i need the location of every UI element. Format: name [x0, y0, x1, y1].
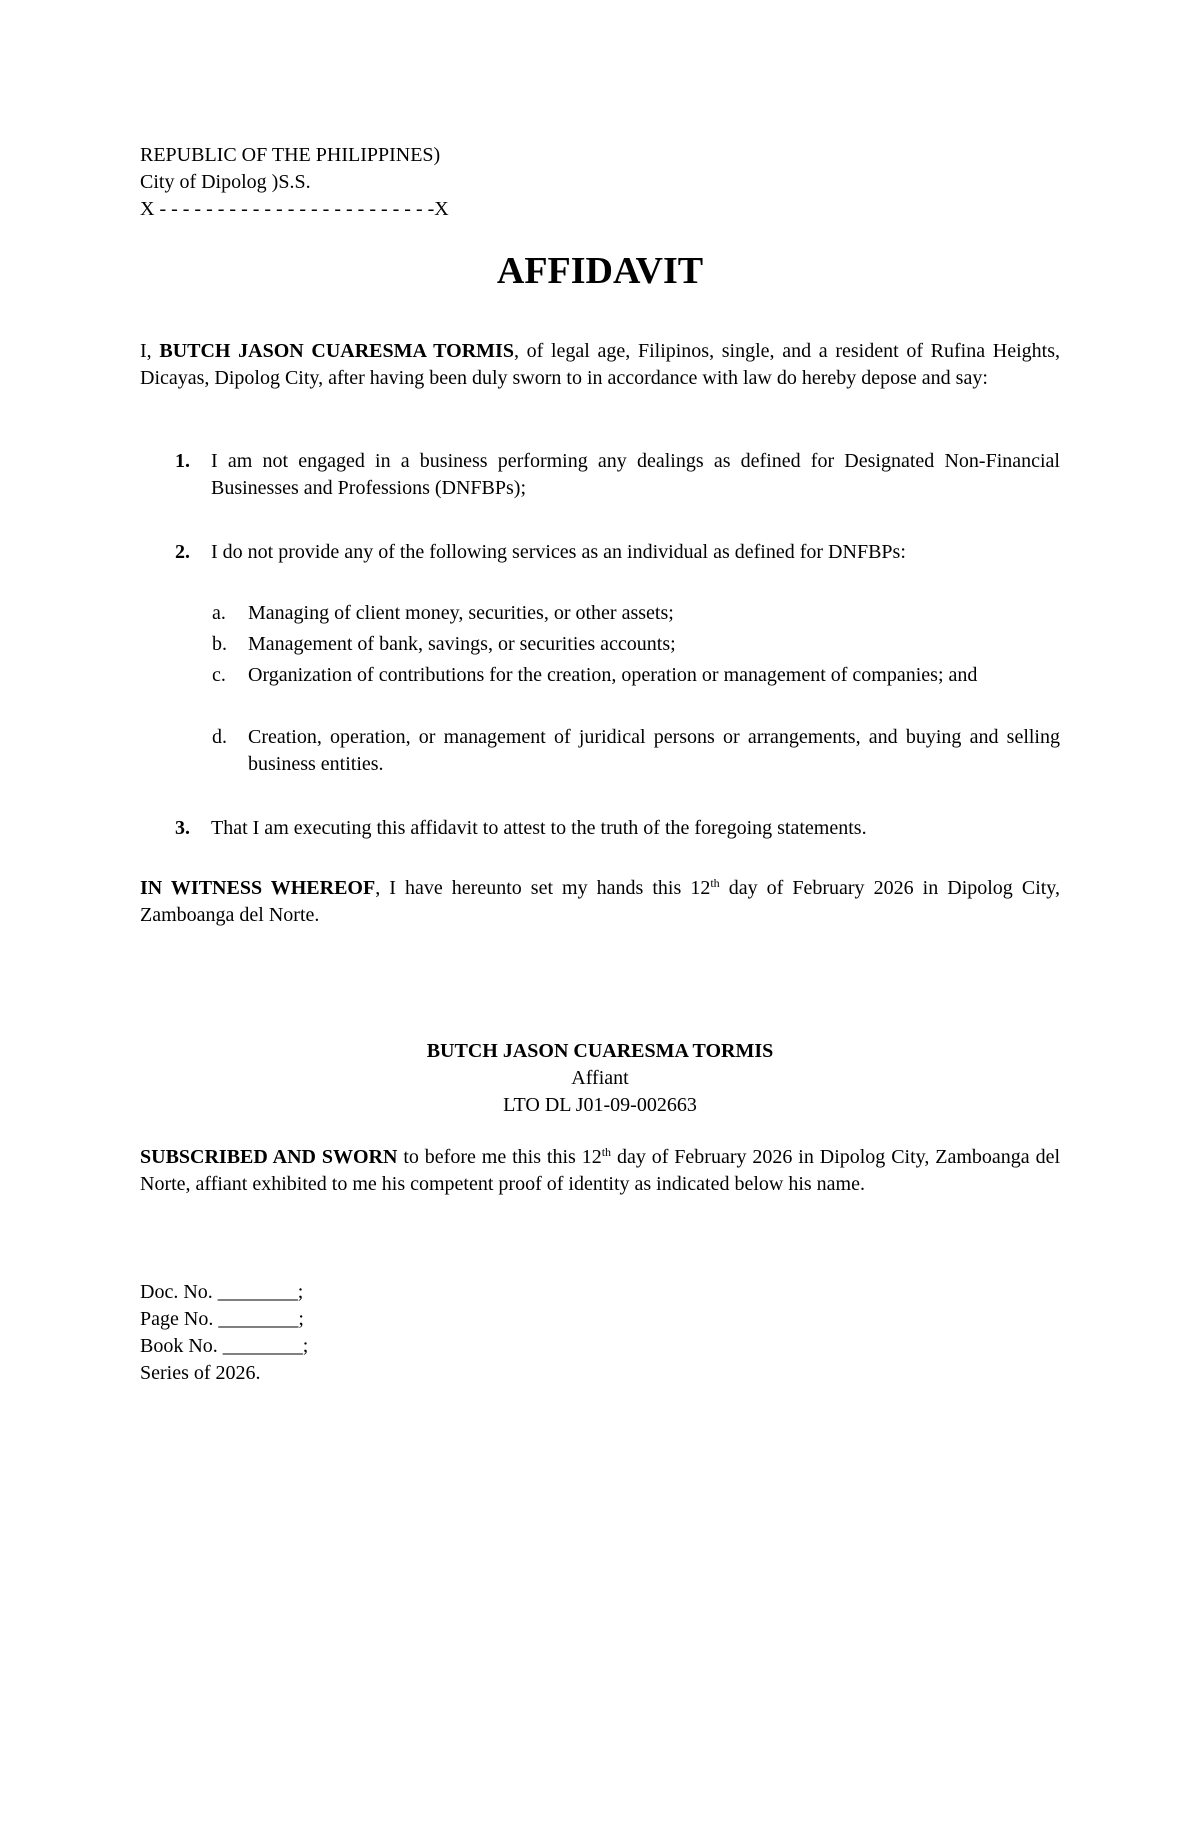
jurat-paragraph — [140, 1144, 1060, 1198]
witness-lead: IN WITNESS WHEREOF — [140, 877, 376, 899]
sub-item-text: Organization of contributions for the creation, operation or management of companies; and — [248, 664, 978, 686]
doc-number: Doc. No. ________; — [140, 1281, 304, 1303]
affiant-name: BUTCH JASON CUARESMA TORMIS — [159, 340, 514, 362]
notarial-register — [140, 1279, 1060, 1387]
jurat-lead: SUBSCRIBED AND SWORN — [140, 1146, 398, 1168]
item-text: I do not provide any of the following services as an individual as defined for DNFBPs: — [211, 541, 906, 563]
sub-item-text: Creation, operation, or management of juridical persons or arrangements, and buying and selling business entities. — [248, 726, 1060, 775]
jurat-text-2: day of February 2026 in Dipolog City, Zamboanga del Norte, affiant exhibited to me his competent proof of identity as indicated below his name. — [140, 1146, 1061, 1195]
sub-list-item — [212, 631, 1060, 658]
caption-city: City of Dipolog )S.S. — [140, 171, 311, 193]
sub-item-letter: d. — [212, 726, 227, 748]
signatory-name: BUTCH JASON CUARESMA TORMIS — [426, 1040, 774, 1062]
list-item — [175, 815, 1060, 842]
witness-text-2: day of February 2026 in Dipolog City, Zamboanga del Norte. — [140, 877, 1061, 926]
intro-paragraph — [140, 338, 1060, 392]
sub-item-letter: b. — [212, 633, 227, 655]
book-number: Book No. ________; — [140, 1335, 309, 1357]
item-number: 3. — [175, 817, 190, 839]
intro-prefix: I, — [140, 340, 152, 362]
caption-divider: X - - - - - - - - - - - - - - - - - - - - - - - -X — [140, 198, 449, 220]
sub-item-letter: c. — [212, 664, 226, 686]
signature-block — [0, 1038, 1200, 1119]
item-number: 2. — [175, 541, 190, 563]
witness-text-1: , I have hereunto set my hands this 12 — [375, 877, 711, 899]
list-item — [175, 448, 1060, 502]
signatory-id: LTO DL J01-09-002663 — [503, 1094, 697, 1116]
item-text: I am not engaged in a business performing any dealings as defined for Designated Non-Financial Businesses and Professions (DNFBPs); — [211, 450, 1060, 499]
intro-text: , of legal age, Filipinos, single, and a resident of Rufina Heights, Dicayas, Dipolog City, after having been duly sworn to in accordance with law do hereby depose and say: — [140, 340, 1061, 389]
sub-list-item — [212, 600, 1060, 627]
signatory-role: Affiant — [571, 1067, 629, 1089]
venue-caption — [140, 142, 1060, 223]
item-number: 1. — [175, 450, 190, 472]
sub-list-item — [212, 724, 1060, 778]
sub-item-text: Management of bank, savings, or securities accounts; — [248, 633, 676, 655]
series-year: Series of 2026. — [140, 1362, 261, 1384]
caption-republic: REPUBLIC OF THE PHILIPPINES) — [140, 144, 441, 166]
item-text: That I am executing this affidavit to attest to the truth of the foregoing statements. — [211, 817, 867, 839]
witness-paragraph — [140, 875, 1060, 929]
sub-item-text: Managing of client money, securities, or other assets; — [248, 602, 674, 624]
jurat-ordinal: th — [601, 1145, 612, 1159]
witness-ordinal: th — [710, 876, 720, 890]
list-item — [175, 539, 1060, 566]
sub-item-letter: a. — [212, 602, 226, 624]
sub-list-item — [212, 662, 1060, 689]
document-title: AFFIDAVIT — [496, 250, 704, 292]
page-number: Page No. ________; — [140, 1308, 304, 1330]
jurat-text-1: to before me this this 12 — [397, 1146, 602, 1168]
